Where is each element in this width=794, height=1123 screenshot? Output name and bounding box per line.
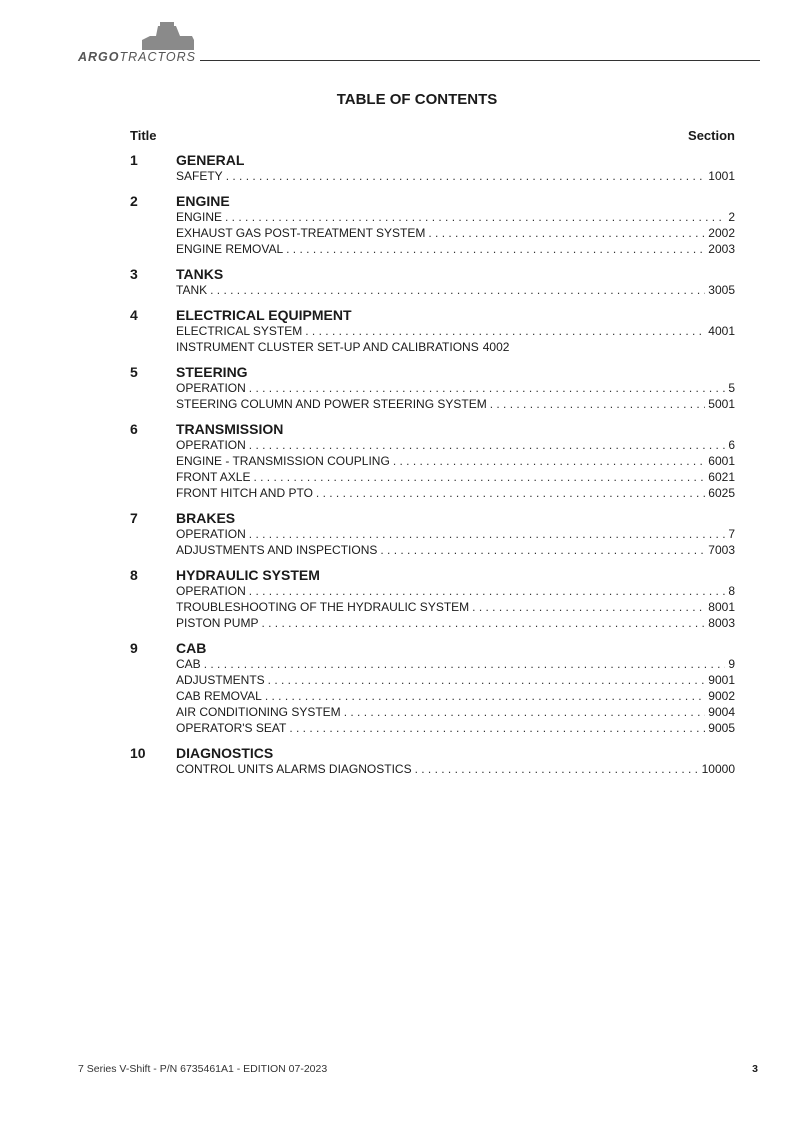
toc-entry[interactable] (176, 583, 735, 599)
toc-entry-name: EXHAUST GAS POST-TREATMENT SYSTEM (176, 226, 426, 240)
toc-entry[interactable] (176, 542, 735, 558)
toc-entry-page: 6025 (708, 486, 735, 500)
section-number: 3 (130, 266, 138, 282)
toc-section (130, 510, 735, 558)
section-title[interactable]: STEERING (176, 364, 248, 380)
toc-entry-name: ADJUSTMENTS AND INSPECTIONS (176, 543, 378, 557)
toc-entry-name: AIR CONDITIONING SYSTEM (176, 705, 341, 719)
toc-entry-page: 8003 (708, 616, 735, 630)
dot-leader (268, 672, 706, 688)
toc-entry[interactable] (176, 704, 735, 720)
toc-entry-page: 3005 (708, 283, 735, 297)
argo-tractors-logo (78, 22, 198, 66)
toc-entry[interactable] (176, 688, 735, 704)
toc-entry[interactable] (176, 396, 735, 412)
toc-entry-page: 9005 (708, 721, 735, 735)
toc-entry-page: 6001 (708, 454, 735, 468)
section-number: 6 (130, 421, 138, 437)
dot-leader (210, 282, 705, 298)
section-title[interactable]: HYDRAULIC SYSTEM (176, 567, 320, 583)
section-title[interactable]: ENGINE (176, 193, 230, 209)
toc-section (130, 152, 735, 184)
toc-section (130, 745, 735, 777)
dot-leader (249, 526, 726, 542)
toc-entry-name: ENGINE REMOVAL (176, 242, 284, 256)
brand-bold: ARGO (78, 50, 120, 64)
toc-entry-page: 6 (728, 438, 735, 452)
toc-entry[interactable] (176, 225, 735, 241)
section-title[interactable]: DIAGNOSTICS (176, 745, 274, 761)
toc-entry-page: 6021 (708, 470, 735, 484)
toc-entry-page: 4001 (708, 324, 735, 338)
section-number: 7 (130, 510, 138, 526)
toc-section (130, 640, 735, 736)
toc-entry-name: FRONT HITCH AND PTO (176, 486, 313, 500)
toc-entry-page: 7003 (708, 543, 735, 557)
toc-entry-name: ENGINE - TRANSMISSION COUPLING (176, 454, 390, 468)
dot-leader (249, 437, 726, 453)
toc-entry[interactable] (176, 615, 735, 631)
toc-entry[interactable] (176, 168, 735, 184)
table-of-contents (130, 152, 735, 786)
dot-leader (289, 720, 705, 736)
toc-entry-page: 9002 (708, 689, 735, 703)
dot-leader (393, 453, 705, 469)
toc-entry-page: 4002 (482, 340, 510, 354)
toc-entry[interactable] (176, 761, 735, 777)
toc-section (130, 307, 735, 355)
toc-entry-name: OPERATION (176, 527, 246, 541)
toc-entry-name: OPERATION (176, 381, 246, 395)
brand-rest: TRACTORS (119, 50, 197, 64)
toc-entry-page: 7 (728, 527, 735, 541)
toc-entry[interactable] (176, 720, 735, 736)
toc-entry-page: 5 (728, 381, 735, 395)
page-title: TABLE OF CONTENTS (336, 91, 498, 108)
toc-entry-name: TANK (176, 283, 208, 297)
toc-entry-name: FRONT AXLE (176, 470, 251, 484)
section-number: 2 (130, 193, 138, 209)
toc-entry[interactable] (176, 599, 735, 615)
toc-entry[interactable] (176, 526, 735, 542)
toc-entry[interactable] (176, 437, 735, 453)
section-title[interactable]: TANKS (176, 266, 224, 282)
dot-leader (225, 209, 725, 225)
toc-section (130, 266, 735, 298)
section-number: 5 (130, 364, 138, 380)
dot-leader (204, 656, 726, 672)
dot-leader (305, 323, 705, 339)
toc-entry[interactable] (176, 656, 735, 672)
toc-entry-page: 2 (728, 210, 735, 224)
toc-entry[interactable] (176, 380, 735, 396)
toc-entry-page: 9001 (708, 673, 735, 687)
toc-entry-name: SAFETY (176, 169, 223, 183)
dot-leader (316, 485, 705, 501)
toc-entry[interactable] (176, 672, 735, 688)
footer-page-number: 3 (752, 1063, 758, 1075)
toc-entry-page: 8 (728, 584, 735, 598)
toc-entry[interactable] (176, 469, 735, 485)
toc-entry[interactable] (176, 241, 735, 257)
column-header-title: Title (130, 128, 157, 143)
section-number: 10 (130, 745, 146, 761)
toc-section (130, 193, 735, 257)
dot-leader (253, 469, 705, 485)
toc-entry-name: TROUBLESHOOTING OF THE HYDRAULIC SYSTEM (176, 600, 470, 614)
header-divider (200, 60, 760, 61)
dot-leader (286, 241, 705, 257)
section-title[interactable]: TRANSMISSION (176, 421, 284, 437)
toc-entry-name: CAB (176, 657, 201, 671)
toc-section (130, 421, 735, 501)
section-title[interactable]: CAB (176, 640, 207, 656)
section-title[interactable]: BRAKES (176, 510, 236, 526)
section-title[interactable]: GENERAL (176, 152, 245, 168)
dot-leader (490, 396, 706, 412)
dot-leader (249, 380, 726, 396)
dot-leader (344, 704, 706, 720)
toc-entry[interactable] (176, 339, 735, 355)
section-number: 1 (130, 152, 138, 168)
footer-edition: 7 Series V-Shift - P/N 6735461A1 - EDITION 07-2023 (78, 1063, 328, 1075)
toc-entry-page: 2002 (708, 226, 735, 240)
section-number: 9 (130, 640, 138, 656)
section-title[interactable]: ELECTRICAL EQUIPMENT (176, 307, 352, 323)
toc-entry-name: CONTROL UNITS ALARMS DIAGNOSTICS (176, 762, 412, 776)
toc-entry[interactable] (176, 485, 735, 501)
dot-leader (226, 168, 706, 184)
toc-entry[interactable] (176, 209, 735, 225)
toc-entry-name: STEERING COLUMN AND POWER STEERING SYSTEM (176, 397, 487, 411)
toc-entry-name: OPERATION (176, 584, 246, 598)
tractor-icon (140, 22, 196, 50)
toc-section (130, 567, 735, 631)
toc-entry-page: 2003 (708, 242, 735, 256)
column-header-section: Section (688, 128, 735, 143)
toc-entry-name: ELECTRICAL SYSTEM (176, 324, 303, 338)
toc-entry-page: 10000 (701, 762, 735, 776)
toc-entry-page: 5001 (708, 397, 735, 411)
toc-entry-page: 9 (728, 657, 735, 671)
toc-entry-page: 8001 (708, 600, 735, 614)
toc-section (130, 364, 735, 412)
toc-entry[interactable] (176, 453, 735, 469)
dot-leader (415, 761, 699, 777)
toc-entry-name: OPERATOR'S SEAT (176, 721, 287, 735)
dot-leader (265, 688, 705, 704)
toc-entry-page: 9004 (708, 705, 735, 719)
toc-entry[interactable] (176, 323, 735, 339)
dot-leader (249, 583, 726, 599)
section-number: 4 (130, 307, 138, 323)
toc-entry-name: INSTRUMENT CLUSTER SET-UP AND CALIBRATIONS (176, 340, 479, 354)
toc-entry-name: ENGINE (176, 210, 223, 224)
toc-entry-name: ADJUSTMENTS (176, 673, 265, 687)
toc-entry-name: PISTON PUMP (176, 616, 259, 630)
section-number: 8 (130, 567, 138, 583)
toc-entry-page: 1001 (708, 169, 735, 183)
dot-leader (428, 225, 705, 241)
dot-leader (472, 599, 705, 615)
toc-entry-name: OPERATION (176, 438, 246, 452)
toc-entry[interactable] (176, 282, 735, 298)
page-header (0, 0, 794, 70)
toc-entry-name: CAB REMOVAL (176, 689, 262, 703)
brand-name (78, 50, 196, 64)
dot-leader (380, 542, 705, 558)
dot-leader (261, 615, 705, 631)
